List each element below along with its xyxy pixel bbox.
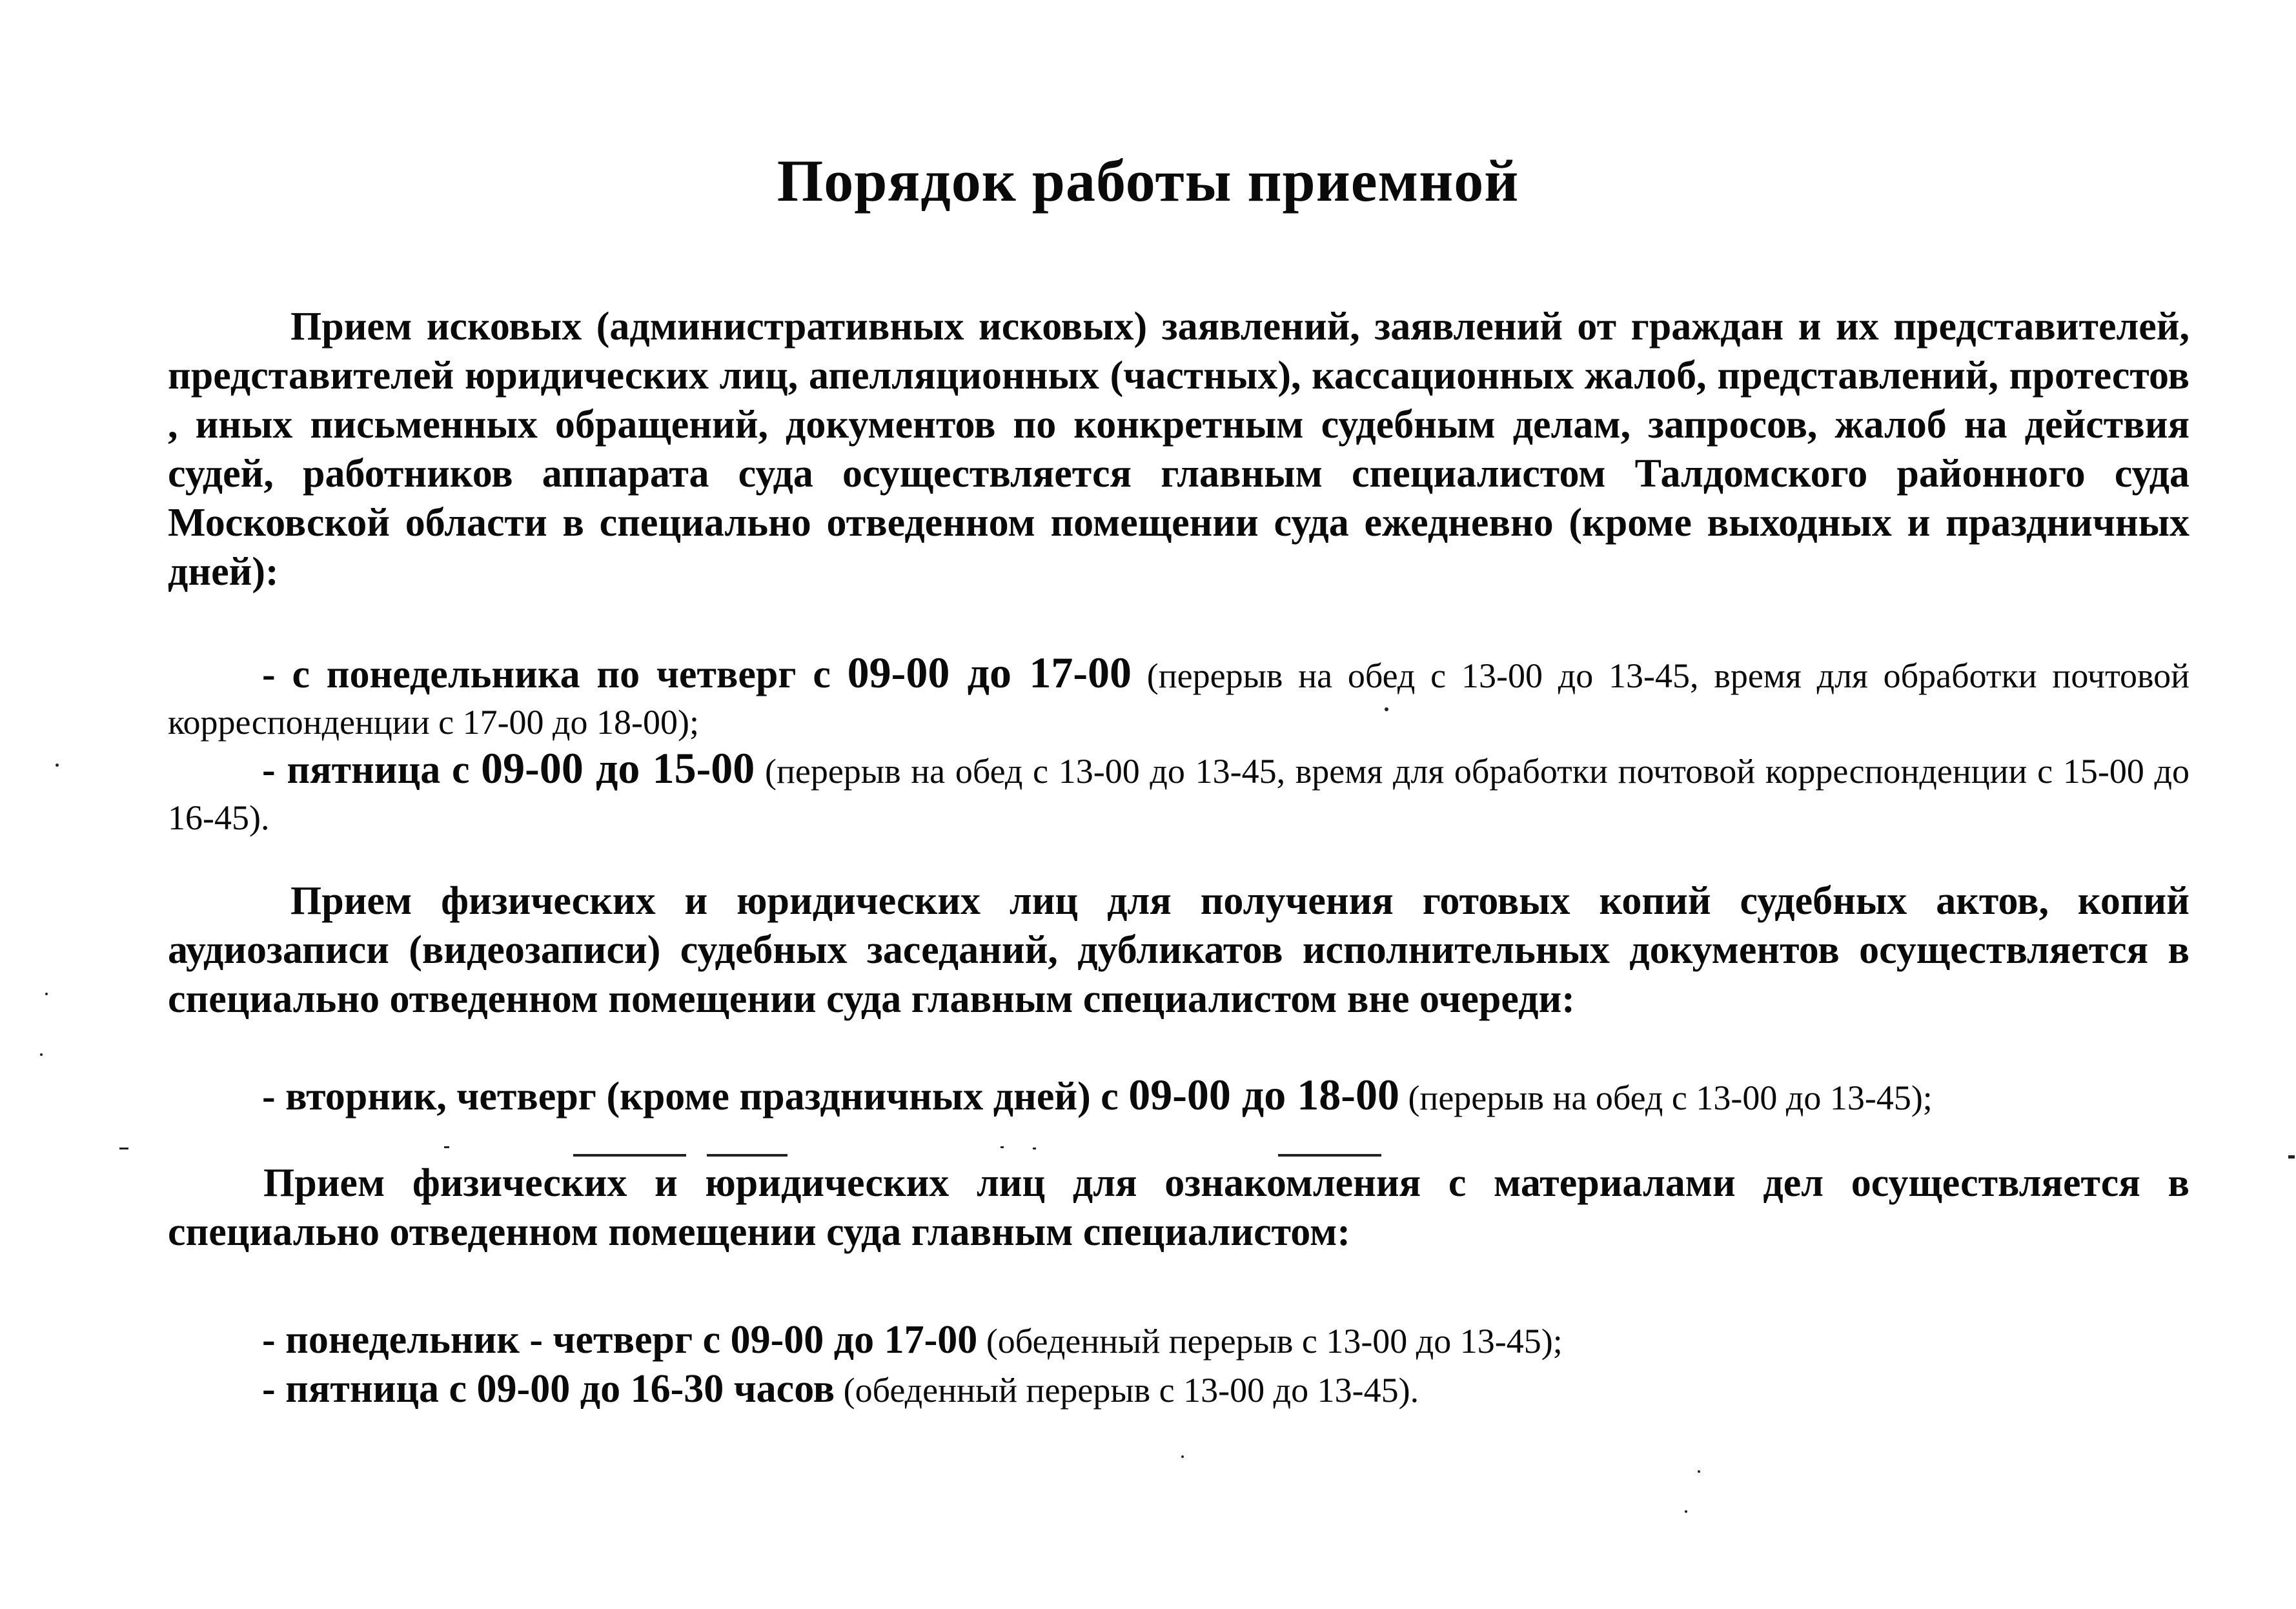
schedule-item-note: (перерыв на обед с 13-00 до 13-45); (1399, 1078, 1933, 1117)
schedule-item-label: - понедельник - четверг с 09-00 до 17-00 (262, 1318, 978, 1362)
schedule-item-hours: 09-00 до 17-00 (847, 648, 1132, 697)
page-title: Порядок работы приемной (777, 148, 1519, 214)
schedule-item-note: (перерыв на обед с 13-00 до 13-45, время для обработки почтовой корреспонденции с 17-00 до 18-00); (168, 656, 2190, 742)
schedule-item-fri (168, 745, 2189, 841)
schedule-item-note: (обеденный перерыв с 13-00 до 13-45); (977, 1322, 1563, 1361)
scan-speck (444, 1146, 449, 1148)
scan-speck (45, 993, 48, 995)
schedule-item-note: (обеденный перерыв с 13-00 до 13-45). (835, 1371, 1419, 1410)
scan-speck (119, 1148, 128, 1149)
schedule-item-reading-mon-thu (168, 1317, 2189, 1364)
schedule-item-mon-thu (168, 649, 2189, 745)
schedule-item-hours: 09-00 до 15-00 (481, 744, 755, 793)
scan-speck (707, 1154, 787, 1157)
section-3-paragraph: Прием физических и юридических лиц для ознакомления с материалами дел осуществляется в специально отведенном помещении суда главным специалистом: (168, 1161, 2189, 1254)
schedule-item-label: - с понедельника по четверг с (262, 653, 848, 696)
scan-speck (1698, 1470, 1700, 1473)
section-2-paragraph: Прием физических и юридических лиц для получения готовых копий судебных актов, копий аудиозаписи (видеозаписи) судебных заседаний, дубликатов исполнительных документов осуществляется в специально отведенном помещении суда главным специалистом вне очереди: (168, 879, 2189, 1021)
section-1-paragraph: Прием исковых (административных исковых) заявлений, заявлений от граждан и их представителей, представителей юридических лиц, апелляционных (частных), кассационных жалоб, представлений, протестов , иных письменных обращений, документов по конкретным судебным делам, запросов, жалоб на действия судей, работников аппарата суда осуществляется главным специалистом Талдомского районного суда Московской области в специально отведенном помещении суда ежедневно (кроме выходных и праздничных дней): (168, 305, 2189, 594)
scan-speck (2288, 1155, 2295, 1159)
schedule-item-label: - пятница с (262, 748, 482, 792)
schedule-item-reading-fri (168, 1366, 2189, 1413)
schedule-item-hours: 09-00 до 18-00 (1128, 1070, 1399, 1119)
scan-speck (1181, 1455, 1184, 1458)
scan-speck (56, 764, 59, 767)
scan-speck (1033, 1148, 1036, 1149)
scan-speck (1685, 1510, 1687, 1513)
schedule-item-tue-thu (168, 1071, 2189, 1121)
schedule-item-label: - пятница с 09-00 до 16-30 часов (262, 1367, 835, 1411)
scan-speck (1278, 1154, 1381, 1157)
schedule-item-label: - вторник, четверг (кроме праздничных дней) с (262, 1075, 1129, 1118)
scan-speck (573, 1154, 686, 1157)
schedule-item-note: (перерыв на обед с 13-00 до 13-45, время для обработки почтовой корреспонденции с 15-00 до 16-45). (168, 752, 2189, 837)
scan-speck (40, 1053, 43, 1056)
scan-speck (1001, 1146, 1004, 1148)
scan-speck (1385, 707, 1388, 711)
